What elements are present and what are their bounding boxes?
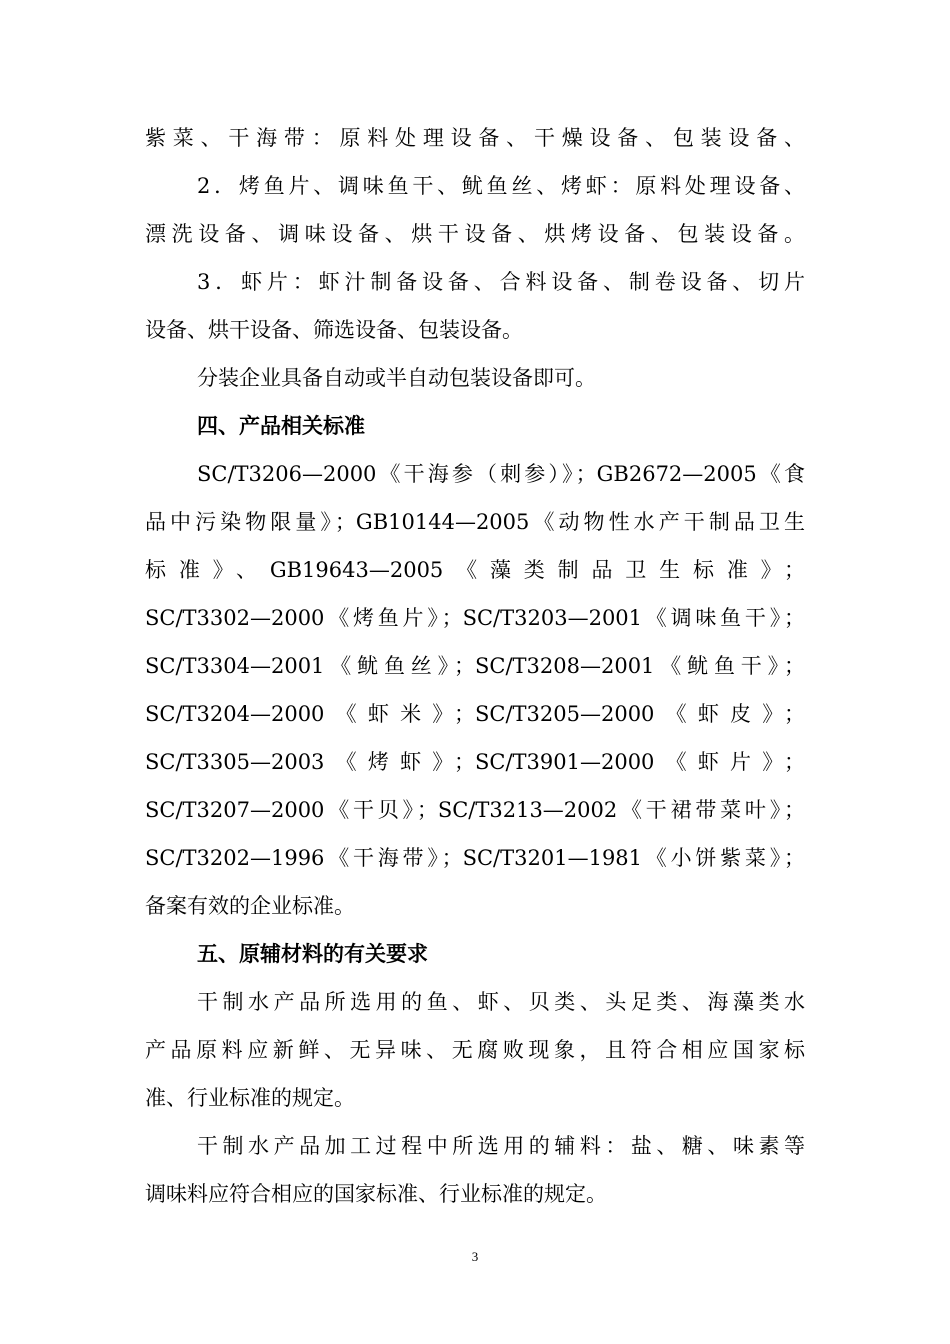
paragraph-line: 紫菜、干海带：原料处理设备、干燥设备、包装设备、 bbox=[145, 126, 805, 150]
paragraph-line: SC/T3305—2003《烤虾》；SC/T3901—2000《虾片》； bbox=[145, 750, 805, 774]
paragraph-line: 标准》、GB19643—2005《藻类制品卫生标准》； bbox=[145, 558, 805, 582]
paragraph-line: SC/T3207—2000《干贝》；SC/T3213—2002《干裙带菜叶》； bbox=[145, 798, 805, 822]
paragraph-line: SC/T3206—2000《干海参（刺参）》；GB2672—2005《食 bbox=[197, 462, 805, 486]
page-number: 3 bbox=[471, 1249, 479, 1264]
section-heading: 四、产品相关标准 bbox=[197, 413, 365, 438]
paragraph-line: 干制水产品加工过程中所选用的辅料：盐、糖、味素等 bbox=[197, 1134, 805, 1158]
paragraph-line: 漂洗设备、调味设备、烘干设备、烘烤设备、包装设备。 bbox=[145, 222, 805, 246]
paragraph-line: 调味料应符合相应的国家标准、行业标准的规定。 bbox=[145, 1182, 607, 1206]
paragraph-line: 设备、烘干设备、筛选设备、包装设备。 bbox=[145, 318, 523, 342]
paragraph-line: SC/T3302—2000《烤鱼片》；SC/T3203—2001《调味鱼干》； bbox=[145, 606, 805, 630]
paragraph-line: 2．烤鱼片、调味鱼干、鱿鱼丝、烤虾：原料处理设备、 bbox=[197, 174, 805, 198]
section-heading: 五、原辅材料的有关要求 bbox=[197, 941, 428, 966]
paragraph-line: 分装企业具备自动或半自动包装设备即可。 bbox=[197, 366, 596, 390]
paragraph-line: 3．虾片：虾汁制备设备、合料设备、制卷设备、切片 bbox=[197, 270, 805, 294]
paragraph-line: SC/T3202—1996《干海带》；SC/T3201—1981《小饼紫菜》； bbox=[145, 846, 805, 870]
paragraph-line: 品中污染物限量》；GB10144—2005《动物性水产干制品卫生 bbox=[145, 510, 805, 534]
paragraph-line: SC/T3204—2000《虾米》；SC/T3205—2000《虾皮》； bbox=[145, 702, 805, 726]
paragraph-line: 准、行业标准的规定。 bbox=[145, 1086, 355, 1110]
paragraph-line: 产品原料应新鲜、无异味、无腐败现象，且符合相应国家标 bbox=[145, 1038, 805, 1062]
paragraph-line: SC/T3304—2001《鱿鱼丝》；SC/T3208—2001《鱿鱼干》； bbox=[145, 654, 805, 678]
paragraph-line: 备案有效的企业标准。 bbox=[145, 894, 355, 918]
paragraph-line: 干制水产品所选用的鱼、虾、贝类、头足类、海藻类水 bbox=[197, 990, 805, 1014]
